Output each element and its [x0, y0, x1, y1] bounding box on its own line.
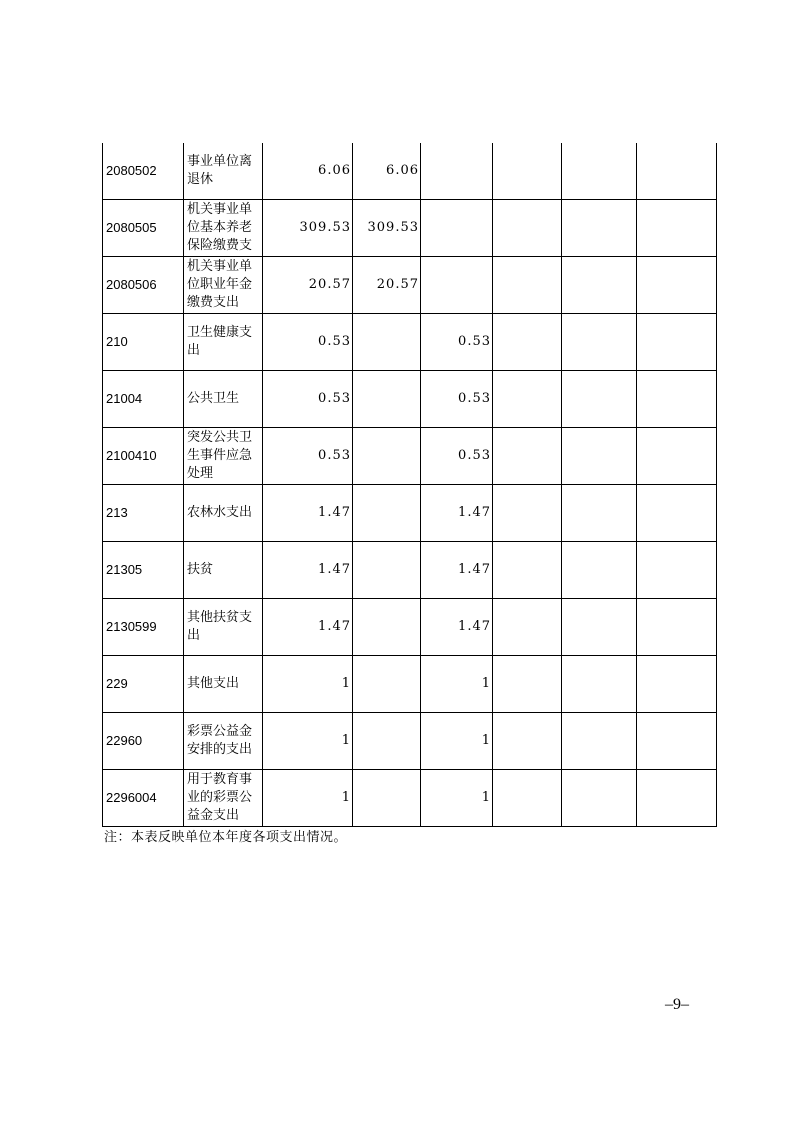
row-total: 1	[263, 713, 353, 770]
table-row	[103, 599, 717, 656]
empty-cell	[493, 371, 562, 428]
empty-cell	[562, 656, 637, 713]
empty-cell	[637, 599, 717, 656]
table-row	[103, 428, 717, 485]
table-row	[103, 143, 717, 200]
row-basic: 20.57	[353, 257, 421, 314]
row-total: 0.53	[263, 314, 353, 371]
row-total: 0.53	[263, 371, 353, 428]
row-code: 2080505	[103, 200, 184, 257]
page-number: –9–	[665, 996, 689, 1013]
empty-cell	[562, 713, 637, 770]
table-row	[103, 200, 717, 257]
row-code: 210	[103, 314, 184, 371]
table-row	[103, 713, 717, 770]
table-row	[103, 314, 717, 371]
empty-cell	[493, 143, 562, 200]
empty-cell	[637, 314, 717, 371]
table-row	[103, 656, 717, 713]
row-code: 2130599	[103, 599, 184, 656]
row-project: 1.47	[421, 599, 493, 656]
empty-cell	[637, 713, 717, 770]
row-name: 彩票公益金安排的支出	[184, 713, 263, 770]
empty-cell	[562, 485, 637, 542]
empty-cell	[562, 200, 637, 257]
row-basic	[353, 314, 421, 371]
row-project	[421, 200, 493, 257]
row-name: 突发公共卫生事件应急处理	[184, 428, 263, 485]
table-row	[103, 485, 717, 542]
row-project: 1.47	[421, 485, 493, 542]
table-note: 注：本表反映单位本年度各项支出情况。	[104, 830, 348, 845]
row-name: 农林水支出	[184, 485, 263, 542]
row-project: 1	[421, 656, 493, 713]
row-code: 2080502	[103, 143, 184, 200]
row-code: 213	[103, 485, 184, 542]
empty-cell	[493, 599, 562, 656]
row-name: 事业单位离退休	[184, 143, 263, 200]
empty-cell	[637, 485, 717, 542]
row-project: 0.53	[421, 371, 493, 428]
empty-cell	[637, 428, 717, 485]
table-row	[103, 371, 717, 428]
row-total: 1.47	[263, 485, 353, 542]
row-total: 1	[263, 656, 353, 713]
row-project	[421, 257, 493, 314]
row-name: 公共卫生	[184, 371, 263, 428]
empty-cell	[637, 143, 717, 200]
empty-cell	[493, 428, 562, 485]
empty-cell	[562, 770, 637, 827]
row-project	[421, 143, 493, 200]
empty-cell	[562, 314, 637, 371]
empty-cell	[493, 314, 562, 371]
row-code: 2296004	[103, 770, 184, 827]
empty-cell	[493, 656, 562, 713]
row-total: 0.53	[263, 428, 353, 485]
row-code: 21004	[103, 371, 184, 428]
row-basic	[353, 656, 421, 713]
empty-cell	[493, 200, 562, 257]
row-name: 扶贫	[184, 542, 263, 599]
row-total: 6.06	[263, 143, 353, 200]
empty-cell	[562, 428, 637, 485]
row-basic	[353, 371, 421, 428]
empty-cell	[493, 485, 562, 542]
empty-cell	[637, 371, 717, 428]
row-code: 2080506	[103, 257, 184, 314]
row-project: 0.53	[421, 428, 493, 485]
table-row	[103, 770, 717, 827]
row-basic	[353, 599, 421, 656]
row-basic	[353, 713, 421, 770]
table-body	[103, 143, 717, 827]
row-total: 1	[263, 770, 353, 827]
table-row	[103, 542, 717, 599]
row-project: 1.47	[421, 542, 493, 599]
empty-cell	[637, 200, 717, 257]
row-basic	[353, 770, 421, 827]
row-name: 其他扶贫支出	[184, 599, 263, 656]
row-name: 用于教育事业的彩票公益金支出	[184, 770, 263, 827]
row-basic: 309.53	[353, 200, 421, 257]
empty-cell	[493, 542, 562, 599]
empty-cell	[562, 542, 637, 599]
row-total: 1.47	[263, 542, 353, 599]
row-project: 1	[421, 770, 493, 827]
empty-cell	[637, 770, 717, 827]
row-total: 1.47	[263, 599, 353, 656]
row-basic	[353, 485, 421, 542]
row-name: 机关事业单位基本养老保险缴费支	[184, 200, 263, 257]
row-code: 21305	[103, 542, 184, 599]
row-name: 其他支出	[184, 656, 263, 713]
row-name: 机关事业单位职业年金缴费支出	[184, 257, 263, 314]
row-code: 2100410	[103, 428, 184, 485]
empty-cell	[493, 713, 562, 770]
row-code: 22960	[103, 713, 184, 770]
row-total: 309.53	[263, 200, 353, 257]
row-name: 卫生健康支出	[184, 314, 263, 371]
empty-cell	[562, 371, 637, 428]
empty-cell	[493, 257, 562, 314]
empty-cell	[637, 542, 717, 599]
row-project: 1	[421, 713, 493, 770]
empty-cell	[562, 599, 637, 656]
table-row	[103, 257, 717, 314]
row-basic	[353, 542, 421, 599]
row-total: 20.57	[263, 257, 353, 314]
empty-cell	[637, 257, 717, 314]
empty-cell	[493, 770, 562, 827]
row-code: 229	[103, 656, 184, 713]
row-basic	[353, 428, 421, 485]
empty-cell	[637, 656, 717, 713]
empty-cell	[562, 143, 637, 200]
row-project: 0.53	[421, 314, 493, 371]
empty-cell	[562, 257, 637, 314]
expense-table	[102, 143, 717, 827]
row-basic: 6.06	[353, 143, 421, 200]
